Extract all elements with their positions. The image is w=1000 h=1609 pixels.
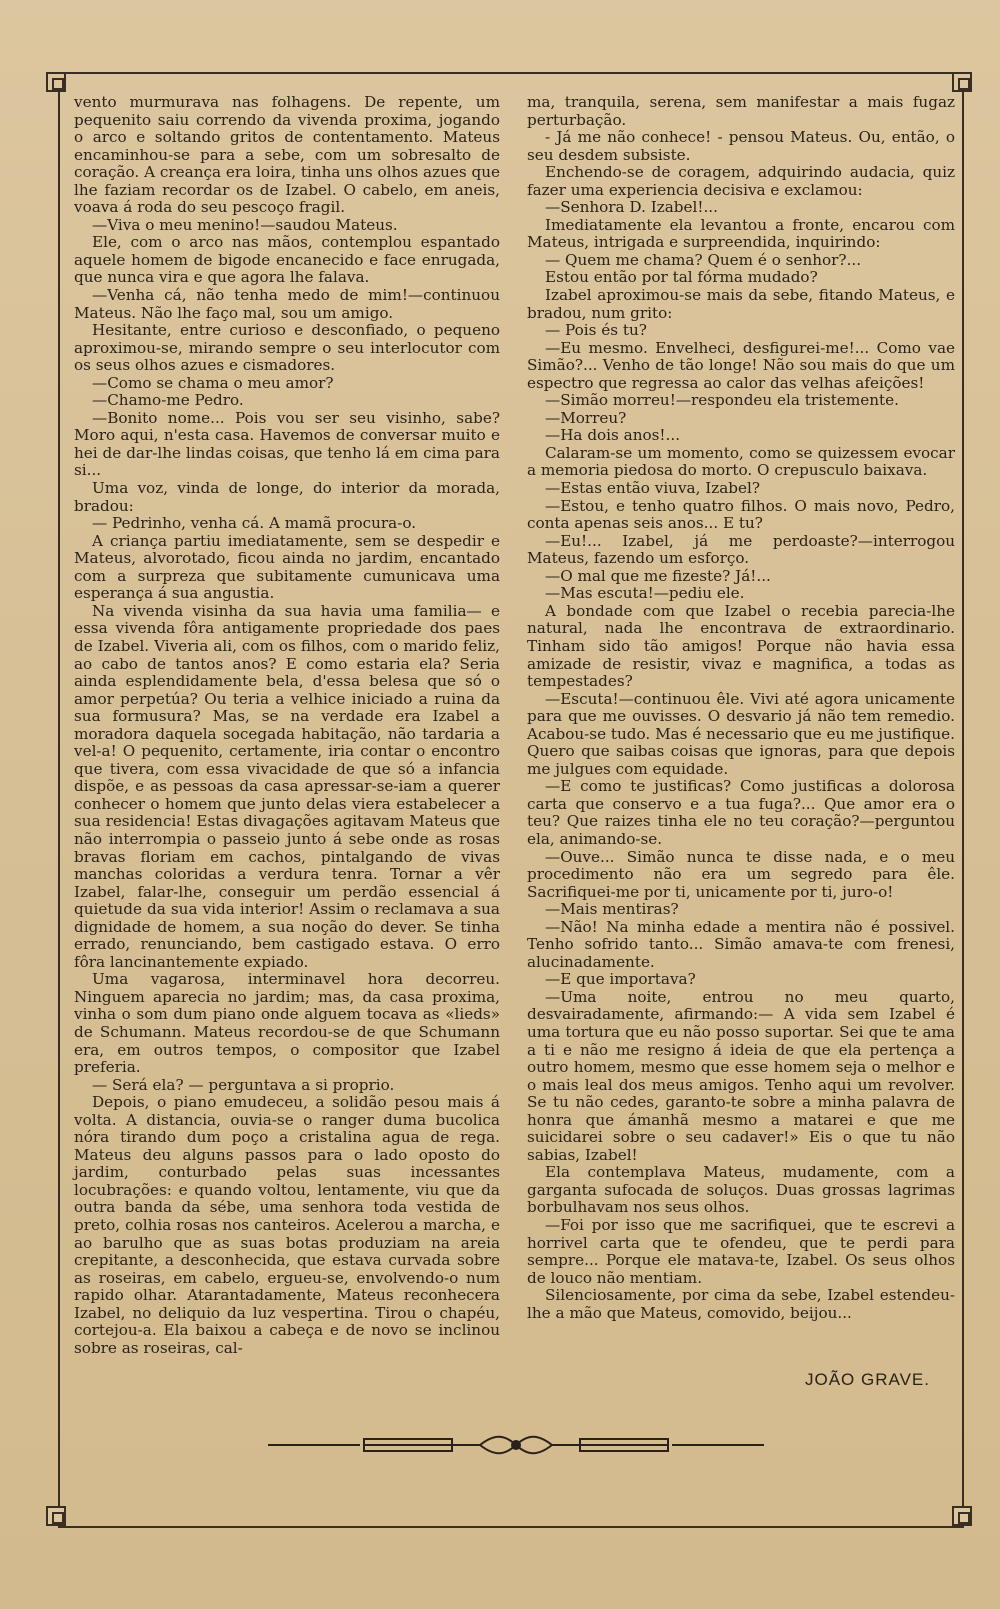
paragraph: Uma vagarosa, interminavel hora decorreu. Ninguem aparecia no jardim; mas, da casa proxima, vinha o som dum piano onde alguem tocava as «lieds» de Schumann. Mateus recordou-se de que Schumann era, em outros tempos, o compositor que Izabel preferia. (74, 970, 500, 1077)
paragraph: —Uma noite, entrou no meu quarto, desvairadamente, afirmando:— A vida sem Izabel é uma tortura que eu não posso suportar. Sei que te ama a ti e não me resigno á ideia de que ela pertença a outro homem, mesmo que esse homem seja o melhor e o mais leal dos meus amigos. Tenho aqui um revolver. Se tu não cedes, garanto-te sobre a minha palavra de honra que ámanhã mesmo a matarei e que me suicidarei sobre o seu cadaver!» Eis o que tu não sabias, Izabel! (527, 987, 955, 1164)
corner-ornament-bottom-left (46, 1506, 66, 1526)
paragraph: —Mas escuta!—pediu ele. (545, 584, 745, 603)
paragraph: Enchendo-se de coragem, adquirindo audacia, quiz fazer uma experiencia decisiva e exclamou: (527, 163, 955, 199)
paragraph: —Estou, e tenho quatro filhos. O mais novo, Pedro, conta apenas seis anos... E tu? (527, 496, 955, 533)
end-ornament (268, 1432, 764, 1458)
paragraph: — Será ela? — perguntava a si proprio. (92, 1075, 395, 1094)
paragraph: Izabel aproximou-se mais da sebe, fitando Mateus, e bradou, num grito: (527, 286, 955, 322)
paragraph: —Simão morreu!—respondeu ela tristemente. (545, 391, 899, 410)
paragraph: Depois, o piano emudeceu, a solidão pesou mais á volta. A distancia, ouvia-se o ranger duma bucolica nóra tirando dum poço a cristalina agua de rega. Mateus deu alguns passos para o lado oposto do jardim, conturbado pelas suas incessantes locubrações: e quando voltou, lentamente, viu que da outra banda da sébe, uma senhora toda vestida de preto, colhia rosas nos canteiros. Acelerou a marcha, e ao barulho que as suas botas produziam na areia crepitante, a desconhecida, que estava curvada sobre as roseiras, em cabelo, ergueu-se, envolvendo-o num rapido olhar. Atarantadamente, Mateus reconhecera Izabel, no deliquio da luz vespertina. Tirou o chapéu, cortejou-a. Ela baixou a cabeça e de novo se inclinou sobre as roseiras, cal- (74, 1093, 500, 1357)
frame-bottom-rule (58, 1526, 964, 1528)
paragraph: — Pois és tu? (545, 321, 647, 340)
paragraph: —Senhora D. Izabel!... (545, 198, 718, 217)
paragraph: —Escuta!—continuou êle. Vivi até agora unicamente para que me ouvisses. O desvario já não tem remedio. Acabou-se tudo. Mas é necessario que eu me justifique. Quero que saibas coisas que ignoras, para que depois me julgues com equidade. (527, 689, 955, 778)
paragraph: A bondade com que Izabel o recebia parecia-lhe natural, nada lhe encontrava de extraordinario. Tinham sido tão amigos! Porque não havia essa amizade de resistir, vivaz e magnifica, a todas as tempestades? (527, 601, 955, 691)
paragraph: Silenciosamente, por cima da sebe, Izabel estendeu-lhe a mão que Mateus, comovido, beijou... (527, 1286, 955, 1322)
paragraph: Ela contemplava Mateus, mudamente, com a garganta sufocada de soluços. Duas grossas lagrimas borbulhavam nos seus olhos. (527, 1163, 955, 1217)
paragraph: Estou então por tal fórma mudado? (545, 268, 818, 287)
paragraph: Calaram-se um momento, como se quizessem evocar a memoria piedosa do morto. O crepusculo baixava. (527, 443, 955, 480)
paragraph: —Como se chama o meu amor? (92, 373, 334, 392)
text-column-right (527, 94, 955, 1322)
paragraph: —Não! Na minha edade a mentira não é possivel. Tenho sofrido tanto... Simão amava-te com frenesi, alucinadamente. (527, 917, 955, 971)
paragraph: - Já me não conhece! - pensou Mateus. Ou, então, o seu desdem subsiste. (527, 128, 955, 164)
corner-ornament-bottom-right (952, 1506, 972, 1526)
paragraph: — Quem me chama? Quem é o senhor?... (545, 250, 862, 269)
paragraph: Na vivenda visinha da sua havia uma familia— e essa vivenda fôra antigamente propriedade dos paes de Izabel. Viveria ali, com os filhos, com o marido feliz, ao cabo de tantos anos? E como estaria ela? Seria ainda esplendidamente bela, d'essa belesa que só o amor perpetúa? Ou teria a velhice iniciado a ruina da sua formusura? Mas, se na verdade era Izabel a moradora daquela socegada habitação, não tardaria a vel-a! O pequenito, certamente, iria contar o encontro que tivera, com essa vivacidade de que só a infancia dispõe, e as pessoas da casa apressar-se-iam a querer conhecer o homem que junto delas viera estabelecer a sua residencia! Estas divagações agitavam Mateus que não interrompia o passeio junto á sebe onde as rosas bravas floriam em cachos, pintalgando de vivas manchas coloridas a verdura tenra. Tornar a vêr Izabel, falar-lhe, conseguir um perdão essencial á quietude da sua vida interior! Assim o reclamava a sua dignidade de homem, a sua noção do dever. Se tinha errado, renunciando, bem castigado estava. O erro fôra lancinantemente expiado. (74, 601, 500, 971)
paragraph: ma, tranquila, serena, sem manifestar a mais fugaz perturbação. (527, 93, 955, 129)
author-signature: JOÃO GRAVE. (805, 1370, 930, 1389)
paragraph: —E como te justificas? Como justificas a dolorosa carta que conservo e a tua fuga?... Que amor era o teu? Que raizes tinha ele no teu coração?—perguntou ela, animando-se. (527, 777, 955, 848)
paragraph: —Chamo-me Pedro. (92, 391, 244, 410)
paragraph: —Eu mesmo. Envelheci, desfigurei-me!... Como vae Simão?... Venho de tão longe! Não sou mais do que um espectro que regressa ao calor das velhas afeições! (527, 338, 955, 392)
paragraph: —O mal que me fizeste? Já!... (545, 566, 771, 585)
paragraph: Imediatamente ela levantou a fronte, encarou com Mateus, intrigada e surpreendida, inquirindo: (527, 215, 955, 252)
paragraph: Hesitante, entre curioso e desconfiado, o pequeno aproximou-se, mirando sempre o seu interlocutor com os seus olhos azues e cismadores. (74, 321, 500, 375)
frame-left-rule (58, 72, 60, 1526)
paragraph: Uma voz, vinda de longe, do interior da morada, bradou: (74, 479, 500, 515)
paragraph: —Foi por isso que me sacrifiquei, que te escrevi a horrivel carta que te ofendeu, que te perdi para sempre... Porque ele matava-te, Izabel. Os seus olhos de louco não mentiam. (527, 1216, 955, 1287)
corner-ornament-top-left (46, 72, 66, 92)
paragraph: —Estas então viuva, Izabel? (545, 479, 761, 498)
paragraph: —Eu!... Izabel, já me perdoaste?—interrogou Mateus, fazendo um esforço. (527, 531, 955, 568)
paragraph: —E que importava? (545, 970, 696, 989)
paragraph: —Ha dois anos!... (545, 426, 681, 445)
text-column-left (74, 94, 500, 1357)
frame-top-rule (58, 72, 964, 74)
paragraph: —Morreu? (545, 408, 627, 427)
frame-right-rule (962, 72, 964, 1526)
corner-ornament-top-right (952, 72, 972, 92)
paragraph: —Bonito nome... Pois vou ser seu visinho, sabe? Moro aqui, n'esta casa. Havemos de conversar muito e hei de dar-lhe lindas coisas, que tenho lá em cima para si... (74, 408, 500, 480)
paragraph: vento murmurava nas folhagens. De repente, um pequenito saiu correndo da vivenda proxima, jogando o arco e soltando gritos de contentamento. Mateus encaminhou-se para a sebe, com um sobresalto de coração. A creança era loira, tinha uns olhos azues que lhe faziam recordar os de Izabel. O cabelo, em aneis, voava á roda do seu pescoço fragil. (74, 93, 500, 217)
paragraph: —Venha cá, não tenha medo de mim!—continuou Mateus. Não lhe faço mal, sou um amigo. (74, 286, 500, 322)
paragraph: —Viva o meu menino!—saudou Mateus. (92, 215, 398, 234)
paragraph: —Mais mentiras? (545, 900, 679, 919)
paragraph: A criança partiu imediatamente, sem se despedir e Mateus, alvorotado, ficou ainda no jardim, encantado com a surpreza que subitamente cumunicava uma esperança á sua angustia. (74, 531, 500, 603)
paragraph: —Ouve... Simão nunca te disse nada, e o meu procedimento não era um segredo para êle. Sacrifiquei-me por ti, unicamente por ti, juro-o! (527, 847, 955, 901)
paragraph: — Pedrinho, venha cá. A mamã procura-o. (92, 514, 417, 533)
paragraph: Ele, com o arco nas mãos, contemplou espantado aquele homem de bigode encanecido e face enrugada, que nunca vira e que agora lhe falava. (74, 233, 500, 287)
